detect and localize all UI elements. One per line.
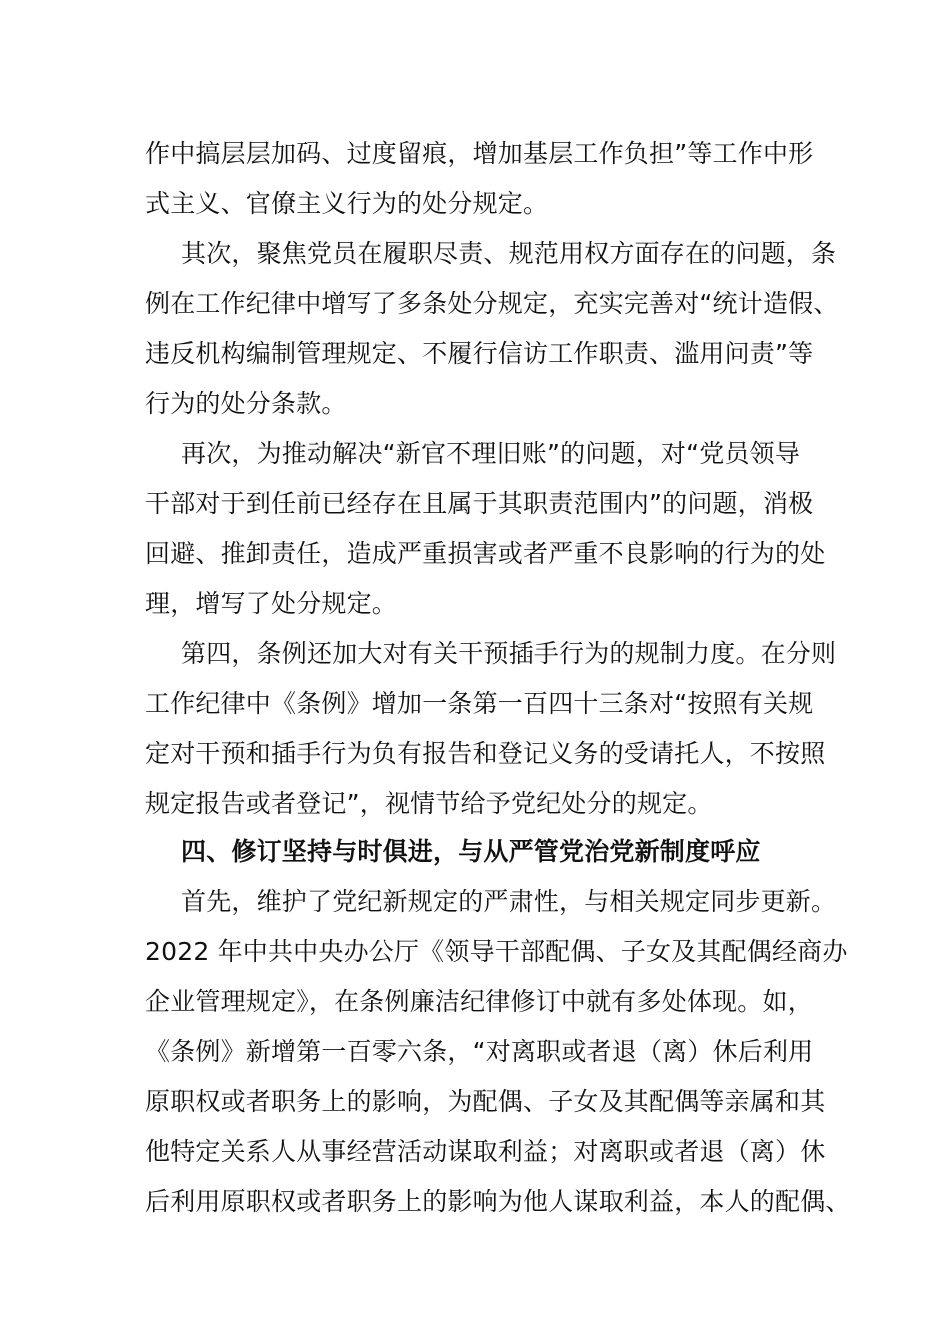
body-text-line: 工作纪律中《条例》增加一条第一百四十三条对“按照有关规 <box>145 689 814 718</box>
body-text-line: 式主义、官僚主义行为的处分规定。 <box>145 189 549 218</box>
body-text-line: 定对干预和插手行为负有报告和登记义务的受请托人，不按照 <box>145 739 826 768</box>
body-text-line: 干部对于到任前已经存在且属于其职责范围内”的问题，消极 <box>145 489 814 518</box>
section-heading: 四、修订坚持与时俱进，与从严管党治党新制度呼应 <box>181 837 761 866</box>
body-text-line: 原职权或者职务上的影响，为配偶、子女及其配偶等亲属和其 <box>145 1087 826 1116</box>
body-text-line: 理，增写了处分规定。 <box>145 589 398 618</box>
body-text-line: 行为的处分条款。 <box>145 389 347 418</box>
body-text-line: 规定报告或者登记”，视情节给予党纪处分的规定。 <box>145 789 713 818</box>
body-text-line: 违反机构编制管理规定、不履行信访工作职责、滥用问责”等 <box>145 339 814 368</box>
body-text-line: 《条例》新增第一百零六条，“对离职或者退（离）休后利用 <box>145 1037 814 1066</box>
paragraph-start-line: 第四，条例还加大对有关干预插手行为的规制力度。在分则 <box>181 639 837 668</box>
body-text-line: 作中搞层层加码、过度留痕，增加基层工作负担”等工作中形 <box>145 139 814 168</box>
paragraph-start-line: 其次，聚焦党员在履职尽责、规范用权方面存在的问题，条 <box>181 239 837 268</box>
body-text-line: 企业管理规定》，在条例廉洁纪律修订中就有多处体现。如， <box>145 987 813 1016</box>
paragraph-start-line: 首先，维护了党纪新规定的严肃性，与相关规定同步更新。 <box>181 887 837 916</box>
body-text-line: 回避、推卸责任，造成严重损害或者严重不良影响的行为的处 <box>145 539 826 568</box>
body-text-line: 后利用原职权或者职务上的影响为他人谋取利益，本人的配偶、 <box>145 1187 851 1216</box>
paragraph-start-line: 再次，为推动解决“新官不理旧账”的问题，对“党员领导 <box>181 439 801 468</box>
body-text-line: 2022 年中共中央办公厅《领导干部配偶、子女及其配偶经商办 <box>145 937 848 966</box>
body-text-line: 例在工作纪律中增写了多条处分规定，充实完善对“统计造假、 <box>145 289 839 318</box>
body-text-line: 他特定关系人从事经营活动谋取利益；对离职或者退（离）休 <box>145 1137 826 1166</box>
